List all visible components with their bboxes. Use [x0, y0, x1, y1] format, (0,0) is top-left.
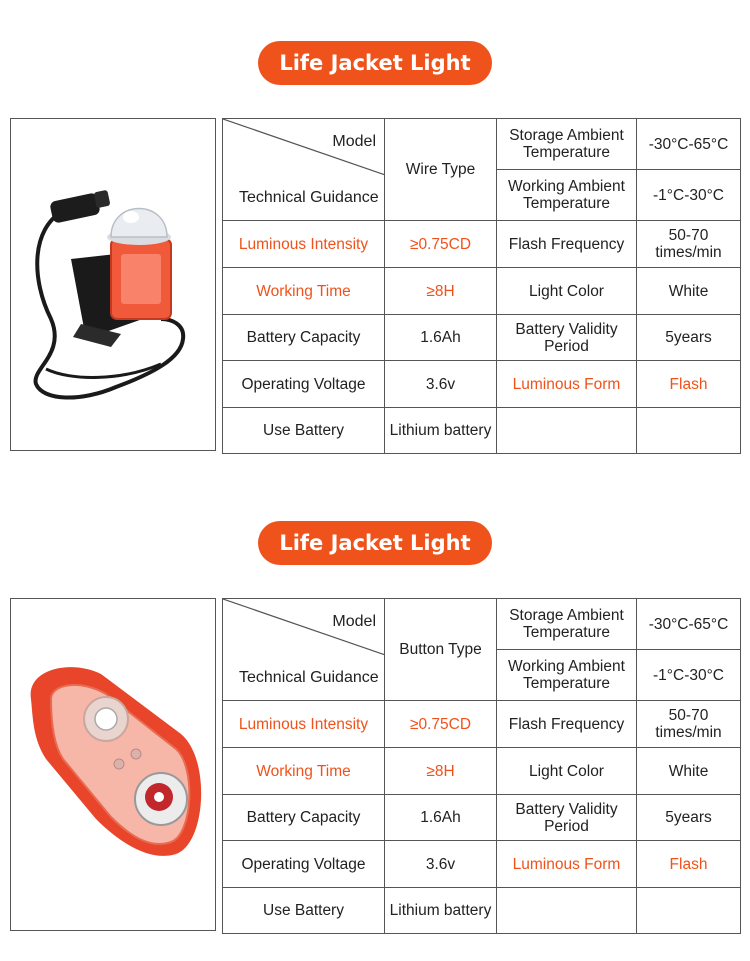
battery-validity-label: Battery Validity Period	[497, 795, 637, 841]
luminous-intensity-value: ≥0.75CD	[385, 221, 497, 268]
flash-frequency-value: 50-70 times/min	[637, 221, 741, 268]
working-temp-value: -1°C-30°C	[637, 650, 741, 701]
wire-type-light-photo-icon	[11, 119, 214, 449]
button-type-light-photo-icon	[11, 599, 214, 929]
battery-validity-label: Battery Validity Period	[497, 315, 637, 361]
header-diagonal-cell	[223, 599, 385, 701]
working-time-value: ≥8H	[385, 268, 497, 315]
battery-capacity-value: 1.6Ah	[385, 795, 497, 841]
model-label: Model	[332, 613, 376, 630]
flash-frequency-label: Flash Frequency	[497, 701, 637, 748]
operating-voltage-label: Operating Voltage	[223, 841, 385, 888]
use-battery-value: Lithium battery	[385, 888, 497, 934]
working-temp-value: -1°C-30°C	[637, 170, 741, 221]
luminous-form-value: Flash	[637, 841, 741, 888]
battery-capacity-label: Battery Capacity	[223, 795, 385, 841]
spec-table	[222, 118, 741, 454]
operating-voltage-value: 3.6v	[385, 361, 497, 408]
product-photo	[10, 598, 216, 931]
storage-temp-value: -30°C-65°C	[637, 119, 741, 170]
operating-voltage-value: 3.6v	[385, 841, 497, 888]
battery-capacity-label: Battery Capacity	[223, 315, 385, 361]
storage-temp-label: Storage Ambient Temperature	[497, 119, 637, 170]
header-diagonal-cell	[223, 119, 385, 221]
model-value: Button Type	[385, 599, 497, 701]
luminous-form-value: Flash	[637, 361, 741, 408]
luminous-intensity-label: Luminous Intensity	[223, 221, 385, 268]
luminous-intensity-label: Luminous Intensity	[223, 701, 385, 748]
working-temp-label: Working Ambient Temperature	[497, 170, 637, 221]
product-section-wire	[0, 0, 750, 470]
light-color-value: White	[637, 268, 741, 315]
light-color-label: Light Color	[497, 748, 637, 795]
luminous-intensity-value: ≥0.75CD	[385, 701, 497, 748]
section-title: Life Jacket Light	[258, 41, 492, 85]
light-color-label: Light Color	[497, 268, 637, 315]
light-color-value: White	[637, 748, 741, 795]
guidance-label: Technical Guidance	[239, 669, 379, 686]
battery-validity-value: 5years	[637, 795, 741, 841]
use-battery-label: Use Battery	[223, 888, 385, 934]
operating-voltage-label: Operating Voltage	[223, 361, 385, 408]
storage-temp-label: Storage Ambient Temperature	[497, 599, 637, 650]
use-battery-value: Lithium battery	[385, 408, 497, 454]
working-time-label: Working Time	[223, 748, 385, 795]
flash-frequency-value: 50-70 times/min	[637, 701, 741, 748]
empty-cell	[637, 888, 741, 934]
use-battery-label: Use Battery	[223, 408, 385, 454]
storage-temp-value: -30°C-65°C	[637, 599, 741, 650]
empty-cell	[497, 408, 637, 454]
working-time-label: Working Time	[223, 268, 385, 315]
guidance-label: Technical Guidance	[239, 189, 379, 206]
luminous-form-label: Luminous Form	[497, 361, 637, 408]
spec-table	[222, 598, 741, 934]
section-title: Life Jacket Light	[258, 521, 492, 565]
battery-capacity-value: 1.6Ah	[385, 315, 497, 361]
battery-validity-value: 5years	[637, 315, 741, 361]
product-photo	[10, 118, 216, 451]
empty-cell	[497, 888, 637, 934]
product-section-button	[0, 480, 750, 950]
model-label: Model	[332, 133, 376, 150]
model-value: Wire Type	[385, 119, 497, 221]
flash-frequency-label: Flash Frequency	[497, 221, 637, 268]
empty-cell	[637, 408, 741, 454]
luminous-form-label: Luminous Form	[497, 841, 637, 888]
working-time-value: ≥8H	[385, 748, 497, 795]
working-temp-label: Working Ambient Temperature	[497, 650, 637, 701]
